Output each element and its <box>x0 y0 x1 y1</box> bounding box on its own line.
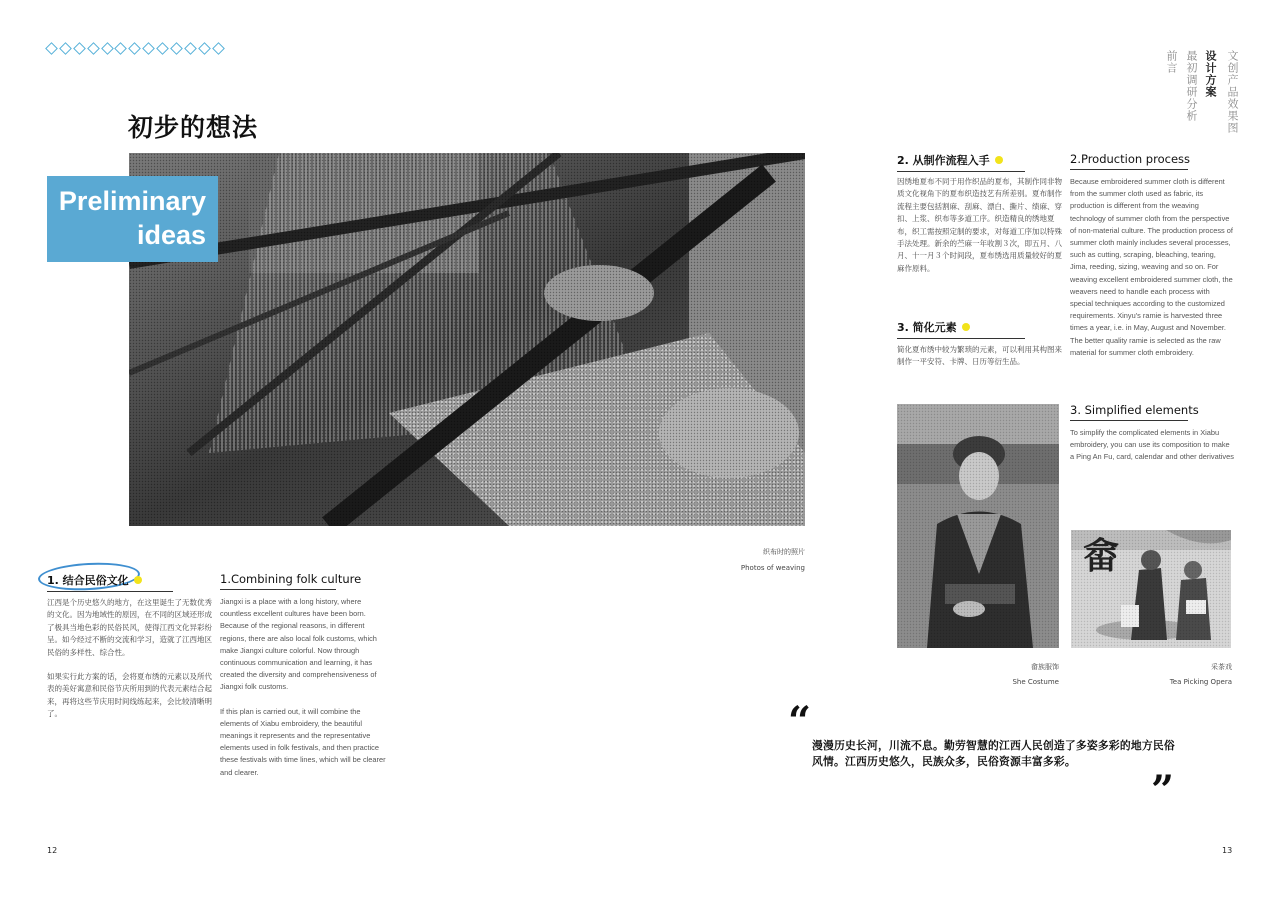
tea-photo-caption <box>1131 662 1232 687</box>
quote-close-icon: ” <box>1151 767 1175 814</box>
section3-title-cn-text: 3. 简化元素 <box>897 321 957 334</box>
section3-title-cn <box>897 319 1025 339</box>
main-photo-caption <box>705 547 805 573</box>
section3-body-en: To simplify the complicated elements in Xiabu embroidery, you can use its composition to make a Ping An Fu, card, calendar and other derivatives <box>1070 428 1234 462</box>
main-photo-caption-en: Photos of weaving <box>740 564 805 572</box>
section3-title-en: 3. Simplified elements <box>1070 403 1188 421</box>
section1-title-cn-text: 1. 结合民俗文化 <box>47 574 129 587</box>
yellow-dot-icon <box>995 156 1003 164</box>
section1-body-en <box>220 596 386 779</box>
section1-para-en-1: Jiangxi is a place with a long history, where countless excellent cultures have been born. Because of the regional reasons, in different regions, there are also local folk customs, which make Jiangxi culture colorful. Now through continuous communication and learning, it has created the diversity and comprehensiveness of Jiangxi folk customs. <box>220 597 377 692</box>
section2-title-cn-text: 2. 从制作流程入手 <box>897 154 990 167</box>
tea-caption-en: Tea Picking Opera <box>1169 678 1232 686</box>
weaving-loom-photo <box>129 153 805 526</box>
section2-body-en: Because embroidered summer cloth is different from the summer cloth used as fabric, its production is different from the weaving technology of summer cloth from the perspective of non-material culture. The production process of summer cloth mainly includes several processes, such as cutting, scraping, bleaching, tearing, Jima, reeding, sizing, weaving and so on. For weaving excellent embroidered summer cloth, the weavers need to handle each process with special techniques according to the customized requirements. Xinyu's ramie is harvested three times a year, i.e. in May, August and November. The better quality ramie is selected as the raw material for summer cloth embroidery. <box>1070 177 1233 357</box>
tea-caption-cn: 采茶戏 <box>1211 663 1232 671</box>
preliminary-ideas-box <box>47 176 218 262</box>
she-caption-en: She Costume <box>1012 678 1059 686</box>
yellow-dot-icon <box>962 323 970 331</box>
section1-title-cn <box>47 572 173 592</box>
nav-item-preface[interactable]: 前言 <box>1165 50 1178 74</box>
tea-opera-sign: 畲 <box>1083 535 1120 577</box>
she-photo-caption <box>960 662 1059 687</box>
section1-body-cn <box>47 597 213 721</box>
section1-para-cn-2: 如果实行此方案的话，会将夏布绣的元素以及所代表的美好寓意和民俗节庆所用到的代表元素结合起来，再将这些节庆用时间线练起来，会比较清晰明了。 <box>47 672 212 719</box>
section2-body-cn: 因绣地夏布不同于用作织品的夏布，其制作同非物质文化视角下的夏布织造技艺有所差别。夏布制作流程主要包括割麻、刮麻、漂白、撕片、绩麻、穿扣、上浆、织布等多道工序。织造精良的绣地夏布，织工需按照定制的要求，对每道工序加以特殊手法处理。新余的苎麻一年收割３次，即五月、八月、十一月３个时间段，夏布绣选用质量较好的夏麻作原料。 <box>897 177 1062 273</box>
nav-item-research[interactable]: 最初调研分析 <box>1185 50 1198 122</box>
section1-para-cn-1: 江西是个历史悠久的地方，在这里诞生了无数优秀的文化。因为地域性的原因，在不同的区域还形成了极具当地色彩的民俗民风，使得江西文化异彩纷呈。如今经过不断的交流和学习，造就了江西地区民俗的多样性、综合性。 <box>47 598 212 657</box>
quote-open-icon: “ <box>788 698 812 745</box>
yellow-dot-icon <box>134 576 142 584</box>
preliminary-ideas-line2: ideas <box>136 220 206 250</box>
she-costume-photo <box>897 404 1059 648</box>
page-title: 初步的想法 <box>128 113 259 142</box>
quote-text: 漫漫历史长河，川流不息。勤劳智慧的江西人民创造了多姿多彩的地方民俗风情。江西历史悠久，民族众多，民俗资源丰富多彩。 <box>812 739 1175 768</box>
preliminary-ideas-line1: Preliminary <box>58 186 206 216</box>
nav-item-design-plan[interactable]: 设计方案 <box>1204 50 1217 98</box>
section2-title-en: 2.Production process <box>1070 152 1188 170</box>
nav-item-renderings[interactable]: 文创产品效果图 <box>1226 50 1239 134</box>
she-caption-cn: 畲族服饰 <box>1031 663 1059 671</box>
main-photo-caption-cn: 织布时的照片 <box>763 548 805 556</box>
diamond-pattern-decoration <box>47 44 228 53</box>
page-number-left: 12 <box>47 846 58 855</box>
section3-body-cn: 简化夏布绣中较为繁琐的元素，可以利用其构图来制作一平安符、卡牌、日历等衍生品。 <box>897 345 1062 367</box>
section1-para-en-2: If this plan is carried out, it will combine the elements of Xiabu embroidery, the beautiful meanings it represents and the representative elements used in folk festivals, and then practice these festivals with time lines, which will be clearer and clearer. <box>220 706 386 777</box>
page-number-right: 13 <box>1222 846 1233 855</box>
section1-title-en: 1.Combining folk culture <box>220 572 336 590</box>
section2-title-cn <box>897 152 1025 172</box>
